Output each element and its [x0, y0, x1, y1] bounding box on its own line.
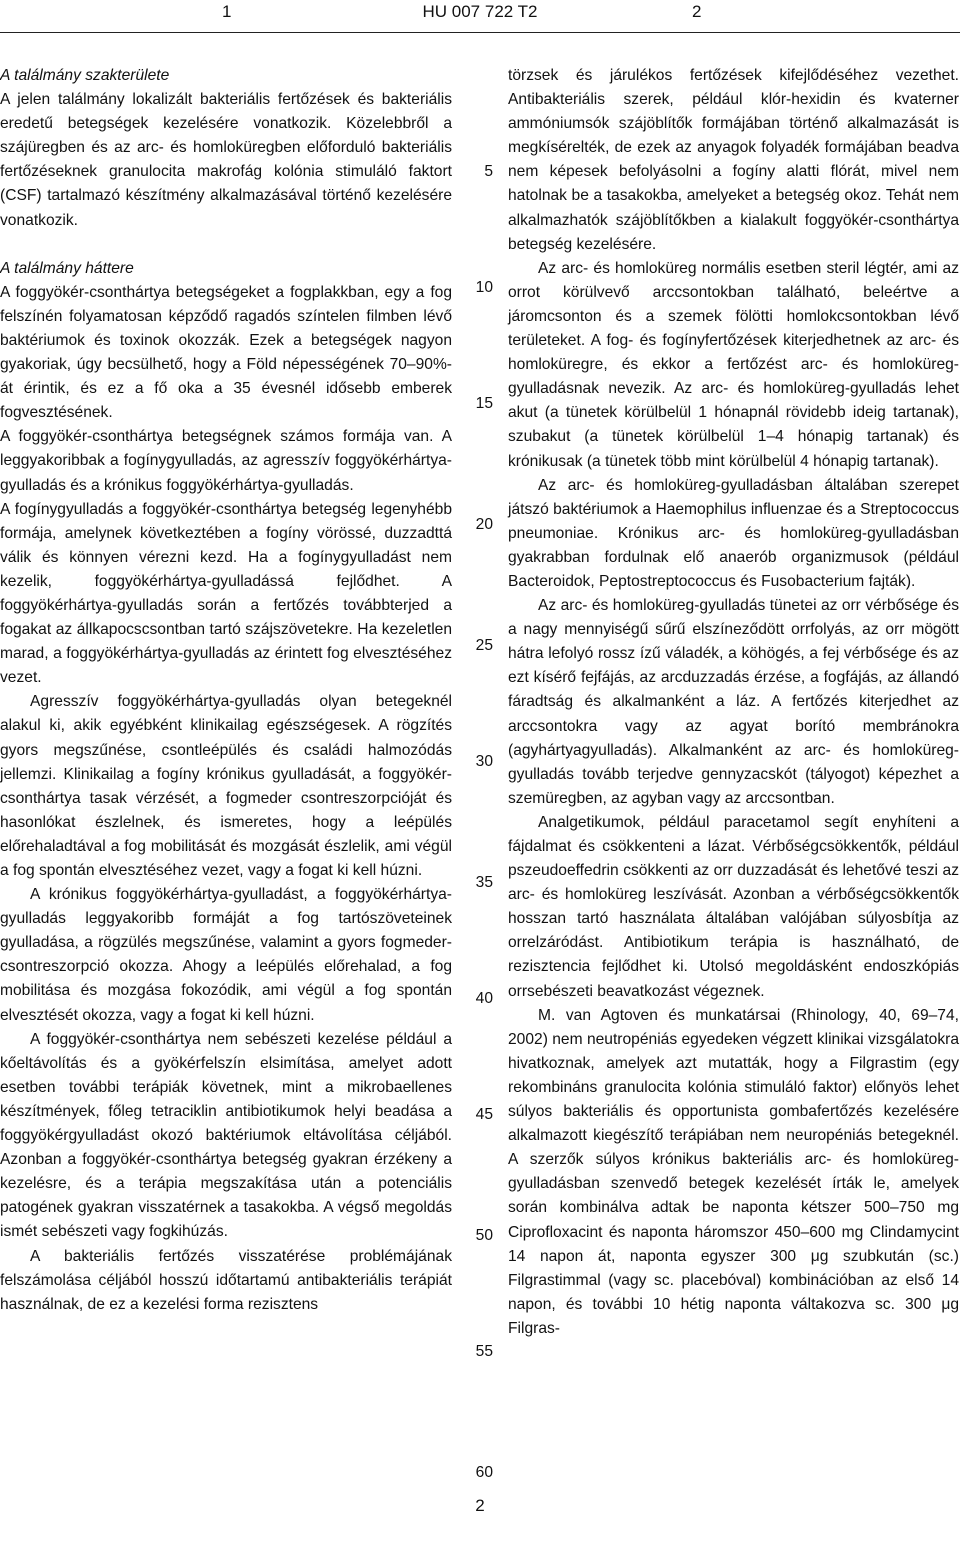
line-number: 50 — [475, 1227, 493, 1244]
page-footer-number: 2 — [475, 1496, 485, 1515]
paragraph: A jelen találmány lokalizált bakteriális fertőzések és bakteriális eredetű betegségek kezelésére vonatkozik. Közelebbről a szájüregben és az arc- és homloküregben előforduló bakteriális fertőzéseknek granulocita makrofág kolónia stimuláló faktort (CSF) tartalmazó készítmény alkalmazásával történő kezelésére vonatkozik. — [0, 91, 452, 229]
paragraph: A krónikus foggyökérhártya-gyulladást, a foggyökérhártya-gyulladás leggyakoribb formáját a fog tartószöveteinek gyulladása, a rögzülés megszűnése, valamint a gyors fogmeder-csontreszorpció okozza. Ahogy a leépülés előrehalad, a fog mobilitása és mozgása fokozódik, ami végül a fog spontán elvesztését okozza, vagy a fogat ki kell húzni. — [0, 886, 452, 1024]
line-number: 25 — [475, 637, 493, 654]
line-number: 5 — [484, 163, 493, 180]
paragraph-gap — [0, 233, 452, 257]
page-header — [0, 0, 960, 40]
paragraph: A foggyökér-csonthártya nem sebészeti kezelése például a kőeltávolítás és a gyökérfelszín elsimítása, amelyet adott esetben további terápiák követnek, mint a mikrobaellenes készítmények, főleg tetraciklin antibiotikumok helyi beadása a foggyökérgyulladást okozó baktériumok eltávolítása céljából. Azonban a foggyökér-csonthártya betegség gyakran érzékeny a kezelésre, és a terápia megszakítása után a potenciális patogének gyakran visszatérnek a tasakokba. A végső megoldás ismét sebészeti vagy fogkihúzás. — [0, 1030, 452, 1241]
paragraph: A foggyökér-csonthártya betegségnek számos formája van. A leggyakoribbak a fogínygyulladás, az agresszív foggyökérhártya-gyulladás és a krónikus foggyökérhártya-gyulladás. — [0, 428, 452, 494]
patent-number: HU 007 722 T2 — [422, 2, 538, 21]
paragraph: Az arc- és homloküreg normális esetben steril légtér, ami az orrot körülvevő arccsontokban található, beleértve a járomcsonton és a szemek fölötti homlokcsontokban lévő területeket. A fog- és fogínyfertőzések kiterjedhetnek az arc- és homloküregre, és ekkor a fertőzést arc- és homloküreg-gyulladásnak nevezik. Az arc- és homloküreg-gyulladás lehet akut (a tünetek körülbelül 1 hónapnál rövidebb ideig tartanak), szubakut (a tünetek körülbelül 1–4 hónapig tartanak) és krónikusak (a tünetek több mint körülbelül 4 hónapig tartanak). — [508, 259, 959, 470]
paragraph: Az arc- és homloküreg-gyulladás tünetei az orr vérbősége és a nagy mennyiségű sűrű elszíneződött orrfolyás, az orr mögött hátra lefolyó rossz ízű váladék, a köhögés, a fej vérbősége és az ezt kísérő fejfájás, az arcduzzadás érzése, a fogfájás, az állandó fáradtság és alkalmanként a láz. A fertőzés kiterjedhet az arccsontokra vagy az agyat borító membránokra (agyhártyagyulladás). Alkalmanként az arc- és homloküreg-gyulladás tovább terjedve gennyzacskót (tályogot) képezhet a szemüregben, az agyban vagy az arccsontban. — [508, 597, 959, 807]
page-number-left: 1 — [222, 2, 232, 21]
paragraph: M. van Agtoven és munkatársai (Rhinology, 40, 69–74, 2002) nem neutropéniás egyedeken végzett klinikai vizsgálatokra hivatkoznak, amelyek azt mutatták, hogy a Filgrastim (egy rekombináns granulocita kolónia stimuláló faktor) előnyös lehet súlyos bakteriális és opportunista gombafertőzés kezelésére alkalmazott kiegészítő terápiában nem neuropéniás betegeknél. A szerzők súlyos krónikus bakteriális arc- és homloküreg-gyulladásban szenvedő betegek kezelését írták le, amelyek során kombinálva adtak be naponta kétszer 500–750 mg Ciprofloxacint és naponta háromszor 450–600 mg Clindamycint 14 napon át, naponta egyszer 300 μg szubkután (sc.) Filgrastimmal (vagy sc. placebóval) kombinációban az első 14 napon, és további 10 hétig naponta váltakozva sc. 300 μg Filgras- — [508, 1006, 959, 1337]
paragraph: Az arc- és homloküreg-gyulladásban általában szerepet játszó baktériumok a Haemophilus influenzae és a Streptococcus pneumoniae. Krónikus arc- és homloküreg-gyulladásban gyakrabban fordulnak elő anaerób organizmusok (például Bacteroidok, Peptostreptococcus és Fusobacterium fajták). — [508, 476, 959, 590]
line-number: 55 — [475, 1343, 493, 1360]
paragraph: törzsek és járulékos fertőzések kifejlődéséhez vezethet. Antibakteriális szerek, például klór-hexidin és kvaterner ammóniumsók szájöblítők formájában történő alkalmazását is megkísérelték, de ezek az anyagok folyadék formájában beadva nem képesek befolyásolni a fogíny alatti flórát, mivel nem hatolnak be a tasakokba, amelyeket a betegség okoz. Tehát nem alkalmazhatók szájöblítőkben a kialakult foggyökér-csonthártya betegség kezelésére. — [508, 67, 959, 253]
line-number: 10 — [475, 279, 493, 296]
line-number: 40 — [475, 990, 493, 1007]
paragraph: A bakteriális fertőzés visszatérése problémájának felszámolása céljából hosszú időtartamú antibakteriális terápiát használnak, de ez a kezelési forma rezisztens — [0, 1247, 452, 1313]
section-title-field: A találmány szakterülete — [0, 67, 170, 84]
line-number: 15 — [475, 395, 493, 412]
line-number: 35 — [475, 874, 493, 891]
right-column — [508, 64, 959, 1341]
paragraph: Agresszív foggyökérhártya-gyulladás olyan betegeknél alakul ki, akik egyébként klinikailag egészségesek. A rögzítés gyors megszűnése, csontleépülés és családi halmozódás jellemzi. Klinikailag a fogíny krónikus gyulladását, a foggyökér-csonthártya tasak vérzését, a fogmeder csontreszorpcióját és hasonlókat észlelnek, és ismeretes, hogy a leépülés előrehaladtával a fog mobilitását és mozgását észlelik, ami végül a fog spontán elvesztéséhez vezet, vagy a fogat ki kell húzni. — [0, 693, 452, 879]
line-number: 20 — [475, 516, 493, 533]
page-number-right: 2 — [692, 2, 702, 21]
line-number: 30 — [475, 753, 493, 770]
paragraph: A foggyökér-csonthártya betegségeket a fogplakkban, egy a fog felszínén folyamatosan képződő ragadós színtelen filmben lévő baktériumok és toxinok okozzák. Ezek a betegségek nagyon gyakoriak, úgy becsülhető, hogy a Föld népességének 70–90%-át érintik, és ez a fő oka a 35 évesnél idősebb emberek fogvesztésének. — [0, 283, 452, 422]
section-title-background: A találmány háttere — [0, 259, 134, 277]
header-rule — [0, 32, 960, 33]
paragraph: Analgetikumok, például paracetamol segít enyhíteni a fájdalmat és csökkenteni a lázat. Vérbőségcsökkentők, például pszeudoeffedrin csökkenti az orr duzzadását és lehetővé teszi az arc- és homloküreg leszívását. Azonban a vérbőségcsökkentők hosszan tartó használata általában valójában súlyosbítja az orrelzáródást. Antibiotikum terápia is használható, de rezisztencia fejlődhet ki. Utolsó megoldásként endoszkópiás orrsebészeti beavatkozást végeznek. — [508, 813, 959, 1000]
line-number: 60 — [475, 1464, 493, 1481]
left-column — [0, 64, 452, 1317]
line-number: 45 — [475, 1106, 493, 1123]
paragraph: A fogínygyulladás a foggyökér-csonthártya betegség legenyhébb formája, amelynek következtében a fogíny vörössé, duzzadttá válik és könnyen vérezni kezd. Ha a fogínygyulladást nem kezelik, foggyökérhártya-gyulladássá fejlődhet. A foggyökérhártya-gyulladás során a fertőzés továbbterjed a fogakat az állkapocscsontban tartó szájszövetekre. Ha kezeletlen marad, a foggyökérhártya-gyulladás az érintett fog elvesztéséhez vezet. — [0, 500, 452, 687]
